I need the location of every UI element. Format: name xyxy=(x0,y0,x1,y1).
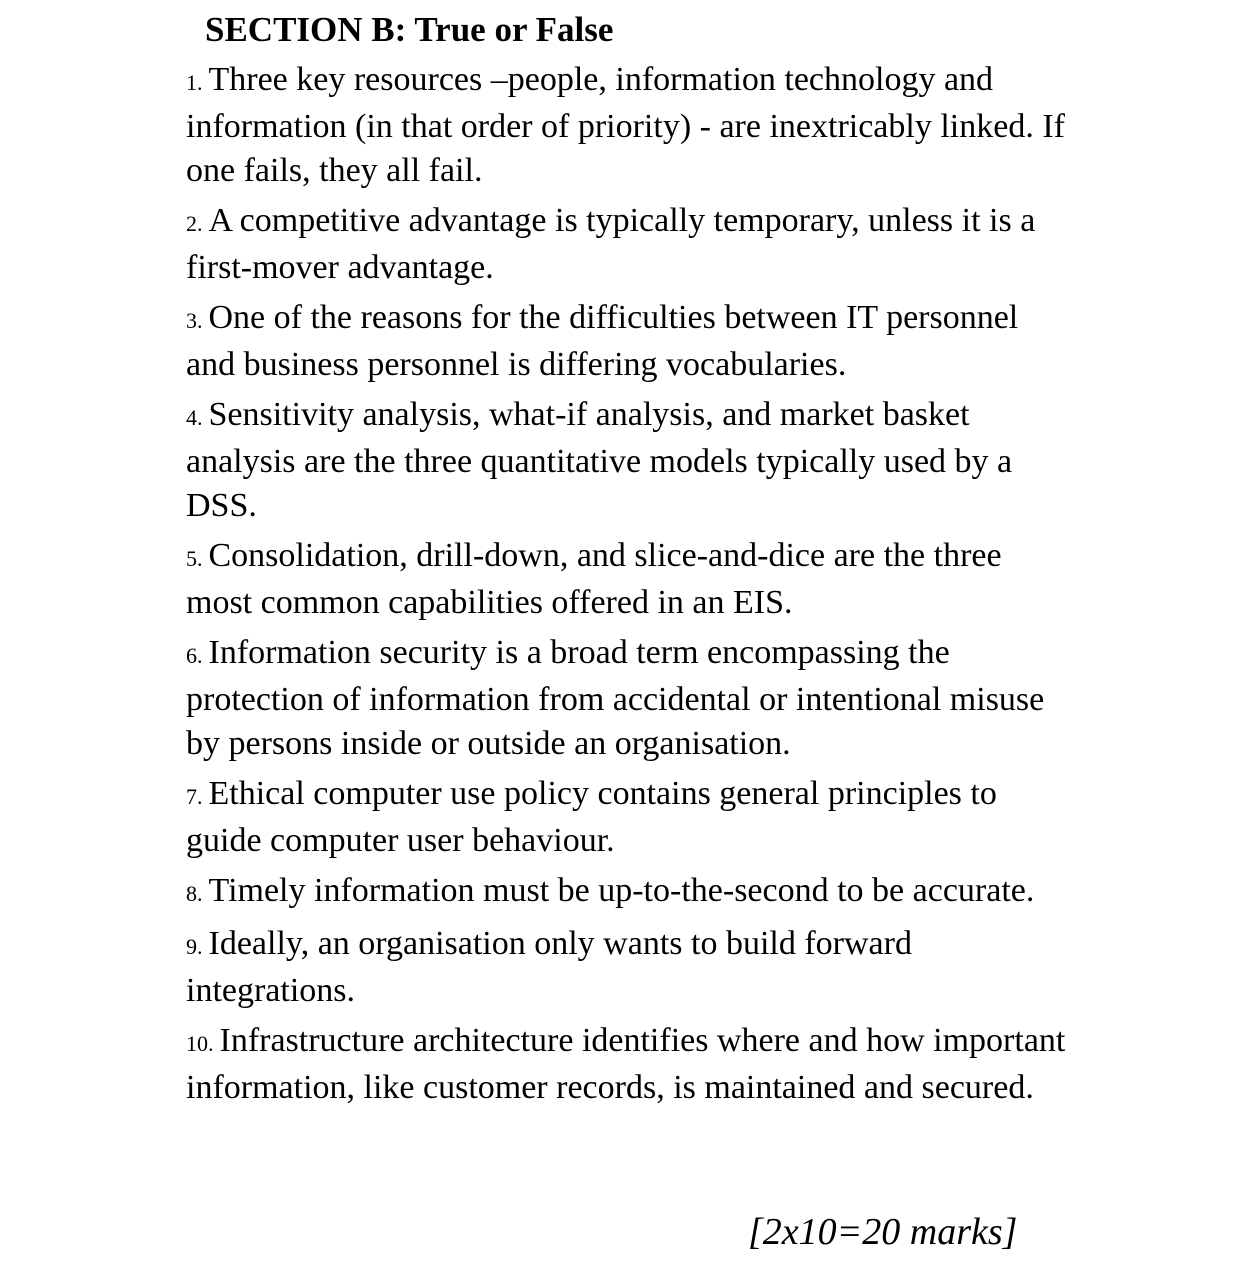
question-item xyxy=(186,296,1066,387)
question-number: 2. xyxy=(186,211,203,236)
question-item xyxy=(186,922,1066,1013)
question-text: Sensitivity analysis, what-if analysis, and market basket analysis are the three quantitative models typically used by a DSS. xyxy=(186,396,1013,524)
question-number: 7. xyxy=(186,784,203,809)
question-item xyxy=(186,631,1066,766)
question-item xyxy=(186,199,1066,290)
question-text: Ethical computer use policy contains general principles to guide computer user behaviour. xyxy=(186,775,997,859)
question-text: Three key resources –people, information technology and information (in that order of priority) - are inextricably linked. If one fails, they all fail. xyxy=(186,61,1065,189)
question-number: 9. xyxy=(186,934,203,959)
question-item xyxy=(186,1019,1066,1110)
marks-allocation: [2x10=20 marks] xyxy=(748,1211,1018,1253)
question-number: 1. xyxy=(186,70,203,95)
question-item xyxy=(186,534,1066,625)
question-text: Consolidation, drill-down, and slice-and-dice are the three most common capabilities offered in an EIS. xyxy=(186,537,1002,621)
question-number: 4. xyxy=(186,405,203,430)
question-text: Ideally, an organisation only wants to build forward integrations. xyxy=(186,925,912,1009)
question-item xyxy=(186,58,1066,193)
question-number: 5. xyxy=(186,546,203,571)
question-number: 6. xyxy=(186,643,203,668)
question-item xyxy=(186,869,1066,916)
question-list xyxy=(186,58,1066,1116)
question-number: 8. xyxy=(186,881,203,906)
question-item xyxy=(186,393,1066,528)
section-title: SECTION B: True or False xyxy=(205,10,614,49)
question-item xyxy=(186,772,1066,863)
question-text: Timely information must be up-to-the-second to be accurate. xyxy=(208,872,1035,909)
question-number: 10. xyxy=(186,1031,214,1056)
question-number: 3. xyxy=(186,308,203,333)
question-text: A competitive advantage is typically temporary, unless it is a first-mover advantage. xyxy=(186,202,1036,286)
question-text: Information security is a broad term encompassing the protection of information from accidental or intentional misuse by persons inside or outside an organisation. xyxy=(186,634,1045,762)
question-text: One of the reasons for the difficulties between IT personnel and business personnel is differing vocabularies. xyxy=(186,299,1019,383)
question-text: Infrastructure architecture identifies where and how important information, like customer records, is maintained and secured. xyxy=(186,1022,1066,1106)
